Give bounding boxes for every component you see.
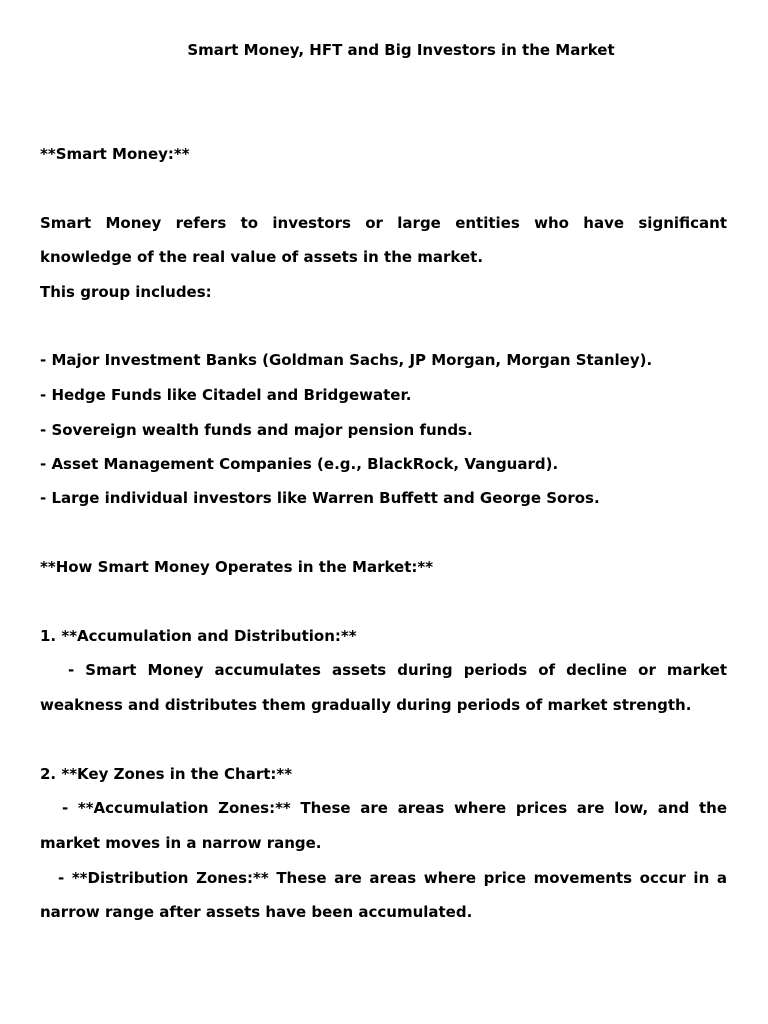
point-1-heading: 1. **Accumulation and Distribution:** [40,627,357,645]
document-title: Smart Money, HFT and Big Investors in the Market [187,41,615,59]
point-2-sub-2-line-1: - **Distribution Zones:** These are areas where price movements occur in a [58,869,727,887]
point-2-sub-2-line-2: narrow range after assets have been accumulated. [40,903,473,921]
intro-paragraph-line-2: knowledge of the real value of assets in the market. [40,248,484,266]
list-item: - Hedge Funds like Citadel and Bridgewater. [40,386,412,404]
intro-paragraph-line-1: Smart Money refers to investors or large entities who have significant [40,214,727,232]
list-item: - Large individual investors like Warren Buffett and George Soros. [40,489,600,507]
section-heading-smart-money: **Smart Money:** [40,145,190,163]
list-item: - Sovereign wealth funds and major pension funds. [40,421,473,439]
list-item: - Asset Management Companies (e.g., BlackRock, Vanguard). [40,455,559,473]
point-2-sub-1-line-1: - **Accumulation Zones:** These are areas where prices are low, and the [62,799,727,817]
intro-paragraph-line-3: This group includes: [40,283,212,301]
point-1-line-1: - Smart Money accumulates assets during periods of decline or market [68,661,727,679]
section-heading-how-smart-money-operates: **How Smart Money Operates in the Market:** [40,558,434,576]
point-2-sub-1-line-2: market moves in a narrow range. [40,834,322,852]
point-1-line-2: weakness and distributes them gradually during periods of market strength. [40,696,692,714]
list-item: - Major Investment Banks (Goldman Sachs, JP Morgan, Morgan Stanley). [40,351,653,369]
point-2-heading: 2. **Key Zones in the Chart:** [40,765,293,783]
